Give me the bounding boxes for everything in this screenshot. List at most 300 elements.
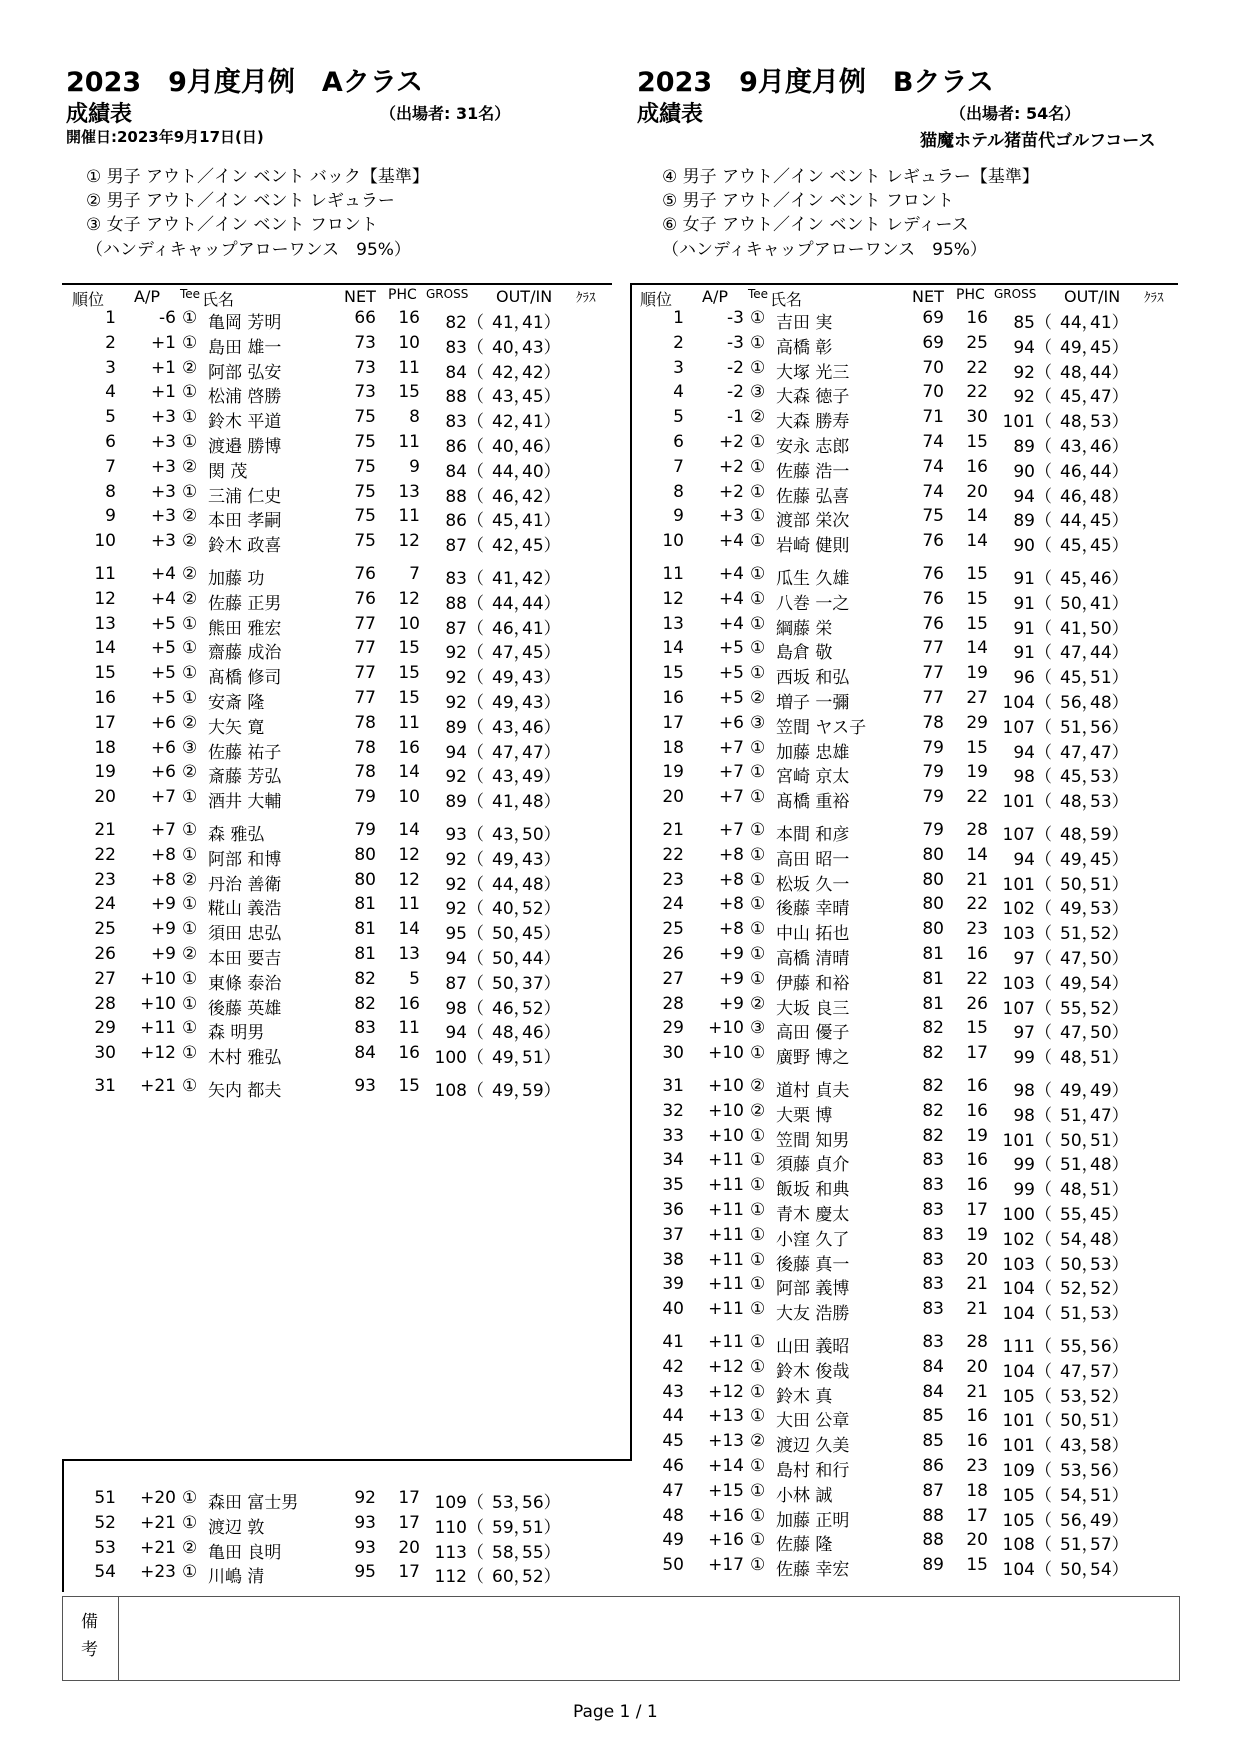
cell-in: 45） (1090, 511, 1129, 532)
cell-net: 85 (922, 1431, 944, 1452)
cell-name: 西坂 和弘 (776, 668, 850, 689)
cell-out: 52， (1060, 1279, 1099, 1300)
table-row (62, 762, 622, 786)
table-row (630, 407, 1190, 431)
cell-name: 高橋 彰 (776, 337, 833, 358)
tee-note-3: ③ 女子 アウト／イン ベント フロント (86, 215, 378, 235)
cell-ap: +11 (708, 1332, 744, 1352)
cell-phc: 14 (966, 506, 988, 527)
cell-ap: +5 (150, 688, 176, 708)
cell-name: 加藤 忠雄 (776, 742, 850, 763)
cell-rank: 26 (662, 944, 684, 964)
remarks-box (62, 1596, 1180, 1681)
cell-ap: +21 (140, 1076, 176, 1096)
cell-tee: ① (750, 968, 766, 989)
cell-net: 89 (922, 1555, 944, 1576)
cell-phc: 21 (966, 1381, 988, 1402)
cell-phc: 14 (966, 638, 988, 659)
cell-tee: ① (182, 638, 198, 659)
cell-out: 60， (492, 1567, 531, 1588)
cell-out: 47， (1060, 949, 1099, 969)
col-header-tee: Tee (180, 287, 201, 301)
table-row (630, 432, 1190, 456)
class-b-subtitle: 成績表 (637, 102, 704, 127)
cell-name: 廣野 博之 (776, 1048, 850, 1069)
cell-in: 46） (522, 1023, 561, 1044)
cell-name: 須田 忠弘 (208, 924, 282, 945)
cell-name: 大友 浩勝 (776, 1304, 850, 1325)
cell-rank: 27 (94, 968, 116, 989)
table-row (630, 688, 1190, 712)
cell-in: 47） (1090, 387, 1129, 408)
cell-out: 49， (492, 1081, 531, 1101)
cell-in: 51） (1090, 1130, 1129, 1151)
cell-tee: ① (750, 531, 766, 552)
cell-net: 82 (922, 1076, 944, 1096)
remarks-divider (118, 1597, 119, 1680)
cell-net: 77 (922, 688, 944, 708)
cell-tee: ① (182, 663, 198, 684)
table-row (62, 589, 622, 613)
cell-out: 50， (492, 973, 531, 994)
cell-phc: 15 (398, 663, 420, 684)
cell-out: 54， (1060, 1485, 1099, 1506)
table-row (62, 870, 622, 894)
cell-rank: 41 (662, 1332, 684, 1352)
table-row (630, 1332, 1190, 1356)
cell-phc: 11 (398, 357, 420, 378)
cell-phc: 12 (398, 588, 420, 609)
cell-phc: 14 (398, 762, 420, 783)
cell-name: 熊田 雅宏 (208, 618, 282, 639)
cell-out: 45， (1060, 668, 1099, 689)
cell-rank: 53 (94, 1537, 116, 1558)
cell-ap: +4 (718, 613, 744, 634)
cell-in: 50） (1090, 618, 1129, 639)
cell-ap: -6 (159, 308, 176, 328)
table-row (630, 564, 1190, 588)
cell-phc: 16 (966, 1175, 988, 1196)
cell-net: 78 (354, 712, 376, 733)
cell-out: 50， (1060, 874, 1099, 895)
cell-net: 81 (354, 919, 376, 940)
cell-out: 49， (492, 668, 531, 689)
cell-rank: 8 (105, 481, 116, 502)
cell-out: 44， (1060, 313, 1099, 333)
cell-name: 酒井 大輔 (208, 792, 282, 813)
cell-rank: 18 (94, 737, 116, 758)
cell-in: 52） (1090, 1279, 1129, 1300)
table-row (630, 1126, 1190, 1150)
cell-phc: 22 (966, 357, 988, 378)
cell-net: 82 (354, 968, 376, 989)
cell-in: 45） (1090, 337, 1129, 358)
cell-tee: ① (750, 506, 766, 527)
cell-out: 40， (492, 337, 531, 358)
cell-rank: 27 (662, 968, 684, 989)
cell-out: 56， (1060, 693, 1099, 713)
table-row (630, 531, 1190, 555)
cell-net: 75 (922, 506, 944, 527)
cell-rank: 30 (94, 1043, 116, 1064)
cell-rank: 4 (105, 382, 116, 403)
cell-ap: +10 (708, 1043, 744, 1064)
cell-ap: +9 (150, 944, 176, 964)
cell-gross: 92（ (445, 899, 484, 920)
cell-net: 80 (922, 919, 944, 940)
cell-ap: +9 (718, 944, 744, 964)
cell-out: 44， (492, 461, 531, 482)
cell-gross: 109（ (434, 1493, 484, 1513)
cell-ap: +2 (718, 456, 744, 477)
cell-net: 76 (354, 564, 376, 584)
cell-in: 44） (1090, 643, 1129, 664)
col-header-outin: OUT/IN (496, 287, 553, 306)
cell-net: 93 (354, 1512, 376, 1533)
cell-rank: 22 (662, 844, 684, 865)
cell-phc: 11 (398, 432, 420, 452)
cell-tee: ② (182, 1537, 198, 1558)
cell-gross: 101（ (1002, 874, 1052, 895)
cell-rank: 9 (673, 506, 684, 527)
cell-rank: 12 (662, 588, 684, 609)
cell-name: 佐藤 幸宏 (776, 1560, 850, 1581)
cell-rank: 34 (662, 1150, 684, 1171)
cell-out: 48， (1060, 1048, 1099, 1069)
cell-ap: +7 (150, 787, 176, 808)
cell-name: 高田 昭一 (776, 849, 850, 870)
cell-phc: 10 (398, 787, 420, 808)
class-b-title: 2023 9月度月例 Bクラス (637, 67, 994, 98)
table-row (630, 1225, 1190, 1249)
cell-rank: 11 (662, 564, 684, 584)
cell-in: 41） (522, 313, 561, 333)
cell-out: 47， (492, 742, 531, 763)
cell-net: 74 (922, 481, 944, 502)
cell-name: 島倉 敬 (776, 643, 833, 664)
cell-gross: 92（ (445, 693, 484, 713)
cell-out: 46， (492, 618, 531, 639)
cell-name: 高橋 清晴 (776, 949, 850, 969)
cell-rank: 4 (673, 382, 684, 403)
cell-net: 78 (922, 712, 944, 733)
cell-name: 大田 公章 (776, 1411, 850, 1432)
cell-phc: 16 (966, 1100, 988, 1121)
cell-phc: 30 (966, 407, 988, 428)
cell-in: 51） (1090, 668, 1129, 689)
cell-phc: 12 (398, 869, 420, 890)
cell-rank: 31 (94, 1076, 116, 1096)
cell-net: 77 (354, 663, 376, 684)
cell-ap: +9 (718, 993, 744, 1014)
cell-name: 松坂 久一 (776, 874, 850, 895)
cell-name: 島村 和行 (776, 1461, 850, 1481)
cell-in: 45） (1090, 849, 1129, 870)
cell-name: 三浦 仁史 (208, 486, 282, 507)
cell-gross: 86（ (445, 437, 484, 457)
cell-out: 42， (492, 536, 531, 557)
cell-gross: 89（ (1013, 511, 1052, 532)
cell-gross: 91（ (1013, 569, 1052, 589)
cell-name: 矢内 都夫 (208, 1081, 282, 1101)
cell-name: 森 明男 (208, 1023, 265, 1044)
table-row (630, 638, 1190, 662)
cell-in: 43） (522, 668, 561, 689)
cell-tee: ① (182, 968, 198, 989)
cell-net: 73 (354, 332, 376, 353)
cell-out: 49， (1060, 899, 1099, 920)
cell-phc: 21 (966, 1274, 988, 1295)
cell-gross: 107（ (1002, 825, 1052, 845)
cell-rank: 49 (662, 1530, 684, 1551)
cell-tee: ① (182, 613, 198, 634)
cell-rank: 5 (105, 407, 116, 428)
cell-ap: +6 (718, 712, 744, 733)
cell-net: 83 (922, 1332, 944, 1352)
table-row (630, 663, 1190, 687)
cell-gross: 91（ (1013, 618, 1052, 639)
cell-phc: 17 (398, 1488, 420, 1508)
cell-phc: 21 (966, 1299, 988, 1320)
cell-in: 48） (1090, 693, 1129, 713)
cell-name: 渡邉 勝博 (208, 437, 282, 457)
cell-net: 84 (922, 1381, 944, 1402)
cell-ap: +7 (150, 820, 176, 840)
cell-rank: 18 (662, 737, 684, 758)
cell-ap: +10 (708, 1018, 744, 1039)
table-row (62, 1018, 622, 1042)
cell-tee: ① (750, 1125, 766, 1146)
cell-phc: 12 (398, 844, 420, 865)
cell-net: 80 (354, 869, 376, 890)
cell-ap: +6 (150, 712, 176, 733)
cell-in: 45） (522, 387, 561, 408)
cell-phc: 17 (398, 1562, 420, 1583)
cell-gross: 100（ (434, 1048, 484, 1069)
cell-out: 50， (1060, 1130, 1099, 1151)
cell-name: 東條 泰治 (208, 973, 282, 994)
cell-out: 51， (1060, 717, 1099, 738)
cell-net: 74 (922, 456, 944, 477)
table-row (62, 1513, 622, 1537)
cell-gross: 86（ (445, 511, 484, 532)
cell-name: 瓜生 久雄 (776, 569, 850, 589)
cell-gross: 90（ (1013, 461, 1052, 482)
cell-phc: 16 (398, 737, 420, 758)
cell-out: 43， (492, 717, 531, 738)
cell-ap: +8 (150, 869, 176, 890)
class-b-participants: （出場者: 54名） (950, 104, 1081, 123)
cell-tee: ① (750, 894, 766, 915)
cell-gross: 100（ (1002, 1205, 1052, 1225)
cell-rank: 30 (662, 1043, 684, 1064)
cell-out: 49， (492, 849, 531, 870)
cell-rank: 47 (662, 1480, 684, 1501)
cell-net: 69 (922, 332, 944, 353)
cell-ap: +12 (708, 1356, 744, 1377)
cell-rank: 39 (662, 1274, 684, 1295)
tee-note-2: ② 男子 アウト／イン ベント レギュラー (86, 191, 395, 211)
cell-net: 84 (922, 1356, 944, 1377)
cell-out: 53， (1060, 1386, 1099, 1407)
cell-tee: ① (182, 407, 198, 428)
cell-rank: 16 (662, 688, 684, 708)
cell-phc: 26 (966, 993, 988, 1014)
cell-name: 鈴木 俊哉 (776, 1361, 850, 1382)
cell-ap: +17 (708, 1555, 744, 1576)
cell-rank: 15 (662, 663, 684, 684)
cell-tee: ② (182, 944, 198, 964)
venue-name: 猫魔ホテル猪苗代ゴルフコース (920, 131, 1156, 151)
cell-in: 45） (522, 643, 561, 664)
table-row (630, 1018, 1190, 1042)
cell-out: 51， (1060, 1304, 1099, 1325)
cell-out: 48， (1060, 1180, 1099, 1201)
cell-name: 大森 徳子 (776, 387, 850, 408)
cell-in: 45） (522, 536, 561, 557)
cell-in: 50） (522, 825, 561, 845)
cell-in: 42） (522, 569, 561, 589)
table-row (62, 1076, 622, 1100)
cell-name: 髙橋 重裕 (776, 792, 850, 813)
cell-rank: 50 (662, 1555, 684, 1576)
cell-ap: +6 (150, 762, 176, 783)
cell-name: 大矢 寛 (208, 717, 265, 738)
cell-rank: 25 (662, 919, 684, 940)
cell-in: 47） (522, 742, 561, 763)
cell-gross: 104（ (1002, 1361, 1052, 1382)
cell-out: 49， (492, 693, 531, 713)
cell-out: 51， (1060, 1535, 1099, 1556)
cell-net: 79 (922, 737, 944, 758)
cell-out: 50， (492, 949, 531, 969)
cell-name: 渡部 栄次 (776, 511, 850, 532)
cell-gross: 91（ (1013, 593, 1052, 614)
table-row (62, 638, 622, 662)
cell-in: 44） (1090, 461, 1129, 482)
cell-in: 56） (1090, 1461, 1129, 1481)
cell-phc: 25 (966, 332, 988, 353)
table-row (630, 1274, 1190, 1298)
cell-net: 76 (922, 613, 944, 634)
cell-in: 55） (522, 1542, 561, 1563)
cell-ap: +11 (140, 1018, 176, 1039)
cell-phc: 15 (398, 688, 420, 708)
cell-net: 82 (354, 993, 376, 1014)
cell-net: 76 (922, 588, 944, 609)
cell-phc: 14 (398, 919, 420, 940)
cell-tee: ① (750, 1332, 766, 1352)
cell-net: 66 (354, 308, 376, 328)
cell-net: 73 (354, 357, 376, 378)
cell-name: 鈴木 平道 (208, 412, 282, 433)
cell-net: 83 (922, 1249, 944, 1270)
cell-gross: 89（ (445, 792, 484, 813)
cell-in: 52） (522, 899, 561, 920)
cell-gross: 105（ (1002, 1485, 1052, 1506)
cell-name: 大塚 光三 (776, 362, 850, 383)
cell-tee: ① (750, 564, 766, 584)
cell-out: 45， (1060, 767, 1099, 788)
cell-phc: 16 (966, 1431, 988, 1452)
cell-out: 49， (1060, 337, 1099, 358)
cell-tee: ① (750, 588, 766, 609)
cell-rank: 29 (94, 1018, 116, 1039)
cell-name: 本田 要吉 (208, 949, 282, 969)
cell-ap: +6 (150, 737, 176, 758)
cell-gross: 104（ (1002, 1560, 1052, 1581)
cell-gross: 101（ (1002, 1411, 1052, 1432)
cell-out: 49， (492, 1048, 531, 1069)
cell-phc: 15 (966, 1555, 988, 1576)
table-row (62, 845, 622, 869)
remarks-label-1: 備 (81, 1612, 98, 1632)
cell-in: 41） (522, 618, 561, 639)
cell-tee: ① (750, 308, 766, 328)
cell-ap: +10 (708, 1125, 744, 1146)
cell-tee: ① (750, 1456, 766, 1476)
cell-out: 46， (492, 486, 531, 507)
cell-phc: 20 (398, 1537, 420, 1558)
cell-phc: 17 (966, 1043, 988, 1064)
cell-phc: 16 (398, 308, 420, 328)
cell-ap: +1 (150, 357, 176, 378)
cell-gross: 104（ (1002, 1279, 1052, 1300)
cell-name: 吉田 実 (776, 313, 833, 333)
cell-rank: 52 (94, 1512, 116, 1533)
cell-tee: ② (182, 531, 198, 552)
cell-gross: 94（ (1013, 486, 1052, 507)
table-row (62, 688, 622, 712)
cell-net: 69 (922, 308, 944, 328)
cell-rank: 31 (662, 1076, 684, 1096)
cell-gross: 102（ (1002, 899, 1052, 920)
cell-net: 93 (354, 1076, 376, 1096)
cell-tee: ① (750, 1480, 766, 1501)
cell-tee: ② (182, 869, 198, 890)
cell-name: 飯坂 和典 (776, 1180, 850, 1201)
cell-in: 42） (522, 486, 561, 507)
table-row (630, 457, 1190, 481)
cell-rank: 12 (94, 588, 116, 609)
cell-tee: ① (182, 382, 198, 403)
cell-gross: 87（ (445, 973, 484, 994)
cell-gross: 88（ (445, 387, 484, 408)
cell-tee: ② (750, 407, 766, 428)
table-row (630, 1150, 1190, 1174)
cell-name: 川嶋 清 (208, 1567, 265, 1588)
cell-out: 51， (1060, 1105, 1099, 1126)
cell-gross: 89（ (1013, 437, 1052, 457)
cell-ap: +8 (718, 919, 744, 940)
cell-name: 本間 和彦 (776, 825, 850, 845)
cell-gross: 113（ (434, 1542, 484, 1563)
cell-net: 76 (922, 531, 944, 552)
cell-tee: ② (182, 357, 198, 378)
cell-tee: ① (750, 456, 766, 477)
table-row (630, 870, 1190, 894)
cell-net: 83 (354, 1018, 376, 1039)
cell-in: 47） (1090, 742, 1129, 763)
cell-net: 79 (922, 820, 944, 840)
cell-gross: 87（ (445, 618, 484, 639)
cell-tee: ① (750, 1299, 766, 1320)
cell-ap: +4 (718, 531, 744, 552)
cell-phc: 19 (966, 1125, 988, 1146)
cell-gross: 90（ (1013, 536, 1052, 557)
cell-out: 49， (1060, 1081, 1099, 1101)
cell-ap: +1 (150, 382, 176, 403)
